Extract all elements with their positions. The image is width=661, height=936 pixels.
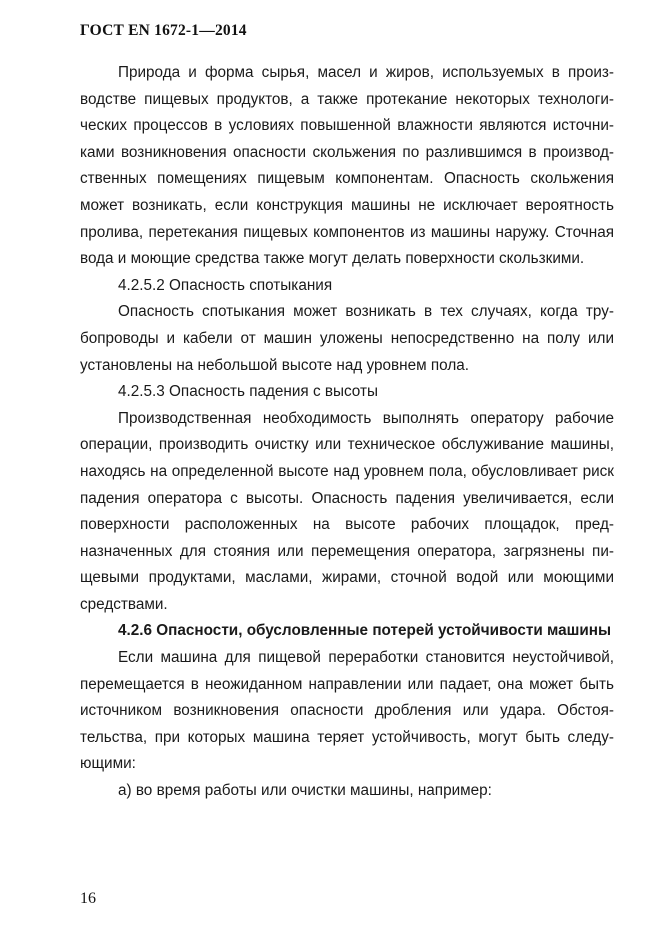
- paragraph-slip-hazard: Природа и форма сырья, масел и жиров, используемых в производстве пищевых продуктов, а также протекание некоторых технологических процессов в условиях повышенной влажности являются источниками возникновения опасности скольжения по разлившимся в производственных помещениях пищевым компонентам. Опасность скольжения может возникать, если конструкция машины не исключает вероятность пролива, перетекания пищевых компонентов из машины наружу. Сточная вода и моющие средства также могут делать поверхности скользкими.: [80, 64, 614, 268]
- section-heading-4-2-5-3: 4.2.5.3 Опасность падения с высоты: [118, 383, 378, 401]
- paragraph-stability-loss: Если машина для пищевой переработки становится неустойчивой, перемещается в неожиданном направлении или падает, она может быть источником возникновения опасности дробления или удара. Обстоятельства, при которых машина теряет устойчивость, могут быть следующими:: [80, 649, 614, 773]
- paragraph-fall-hazard: Производственная необходимость выполнять оператору рабочие операции, производить очистку или техническое обслуживание машины, находясь на определенной высоте над уровнем пола, обусловливает риск падения оператора с высоты. Опасность падения увеличивается, если поверхности расположенных на высоте рабочих площадок, предназначенных для стояния или перемещения оператора, загрязнены пищевыми продуктами, маслами, жирами, сточной водой или моющими средствами.: [80, 409, 614, 613]
- section-heading-4-2-6: 4.2.6 Опасности, обусловленные потерей устойчивости машины: [118, 622, 612, 640]
- document-code-header: ГОСТ EN 1672-1—2014: [80, 22, 247, 39]
- document-body: [80, 60, 614, 805]
- section-heading-4-2-5-2: 4.2.5.2 Опасность спотыкания: [118, 276, 333, 294]
- page-number: 16: [80, 890, 96, 907]
- paragraph-trip-hazard: Опасность спотыкания может возникать в тех случаях, когда трубопроводы и кабели от машин уложены непосредственно на полу или установлены на небольшой высоте над уровнем пола.: [80, 303, 614, 374]
- list-item-a: а) во время работы или очистки машины, например:: [118, 782, 492, 800]
